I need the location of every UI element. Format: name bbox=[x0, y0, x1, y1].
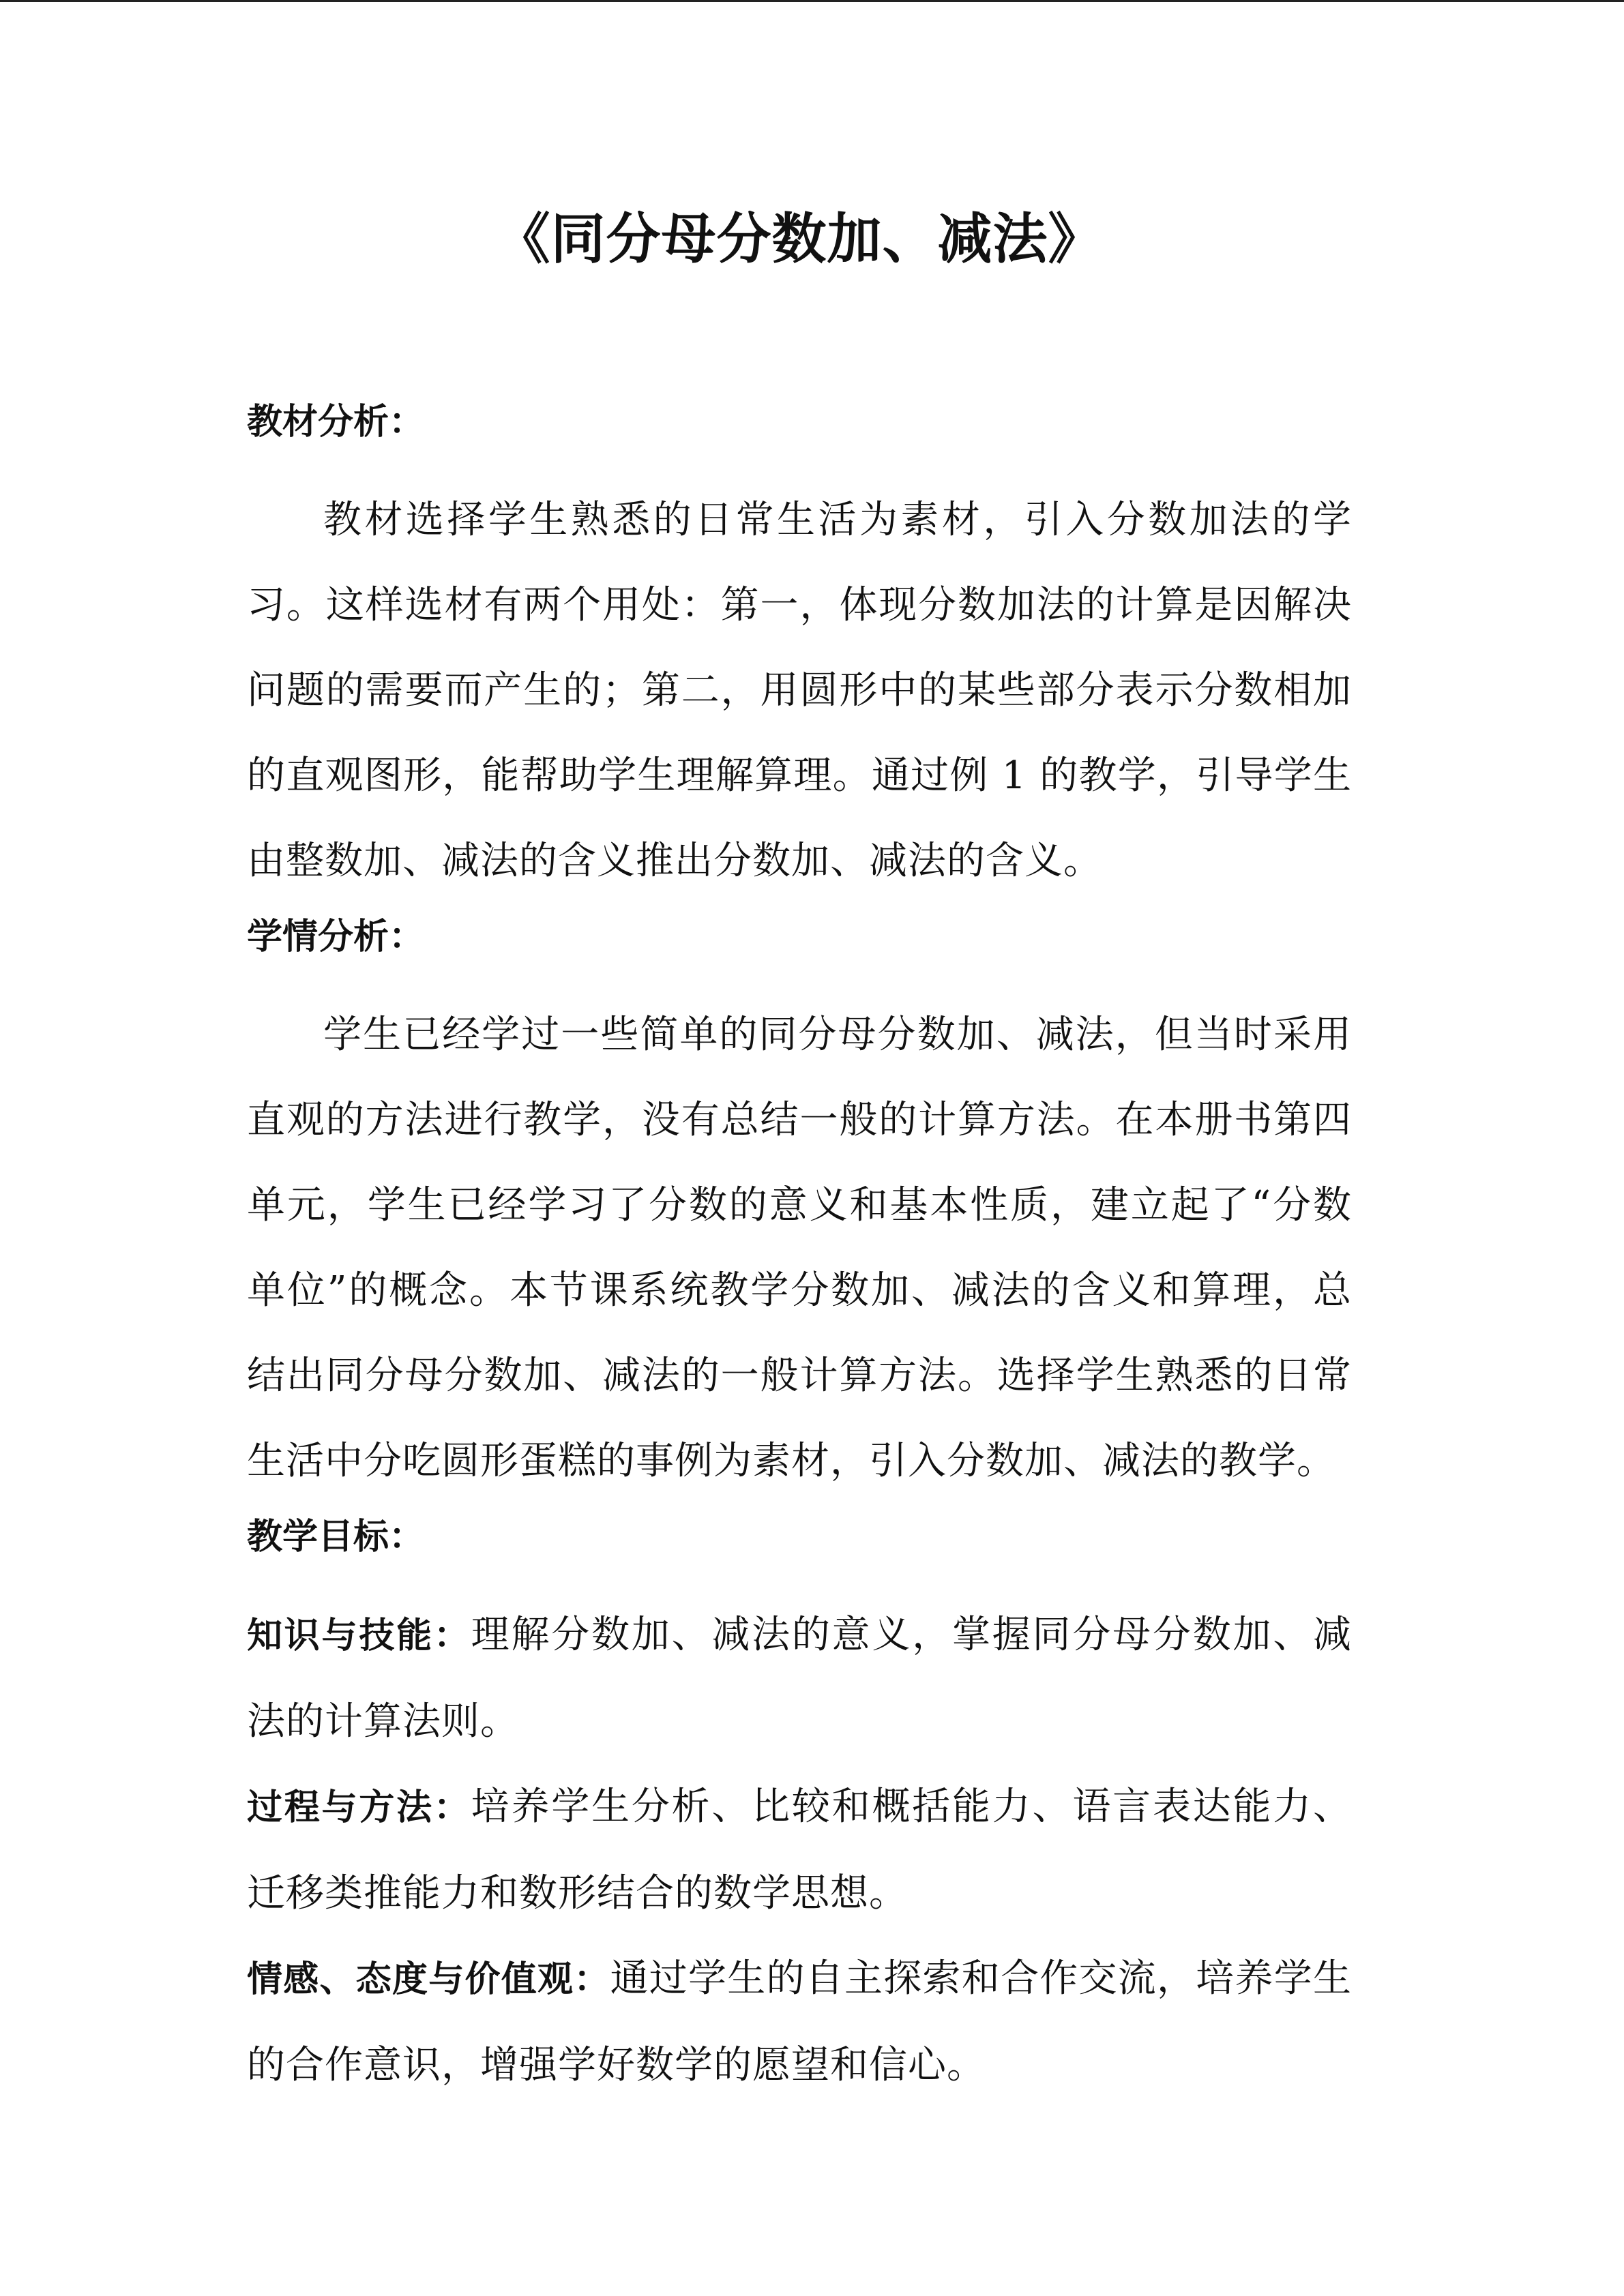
goal-text: 理解分数加、减法的意义，掌握同分母分数加、减法的计算法则。 bbox=[247, 1613, 1352, 1744]
goal-text: 培养学生分析、比较和概括能力、语言表达能力、迁移类推能力和数形结合的数学思想。 bbox=[247, 1785, 1352, 1915]
section-heading-material-analysis: 教材分析： bbox=[247, 402, 425, 443]
document-title: 《同分母分数加、减法》 bbox=[495, 207, 1104, 271]
section-heading-teaching-goals: 教学目标： bbox=[247, 1517, 425, 1557]
goal-process-method bbox=[247, 1764, 1352, 1936]
goal-label: 知识与技能： bbox=[247, 1615, 471, 1656]
section-heading-student-analysis: 学情分析： bbox=[247, 916, 425, 957]
material-analysis-paragraph: 教材选择学生熟悉的日常生活为素材，引入分数加法的学习。这样选材有两个用处：第一，体现分数加法的计算是因解决问题的需要而产生的；第二，用圆形中的某些部分表示分数相加的直观图形，能帮助学生理解算理。通过例 1 的教学，引导学生由整数加、减法的含义推出分数加、减法的含义。 bbox=[247, 498, 1352, 883]
goal-knowledge-skills bbox=[247, 1592, 1352, 1764]
top-border bbox=[0, 0, 1624, 2]
document-page bbox=[247, 198, 1352, 2108]
goal-label: 情感、态度与价值观： bbox=[247, 1959, 610, 2000]
goal-label: 过程与方法： bbox=[247, 1787, 471, 1828]
goal-emotion-attitude-values bbox=[247, 1936, 1352, 2108]
goal-text: 通过学生的自主探索和合作交流，培养学生的合作意识，增强学好数学的愿望和信心。 bbox=[247, 1956, 1352, 2087]
student-analysis-paragraph: 学生已经学过一些简单的同分母分数加、减法，但当时采用直观的方法进行教学，没有总结一般的计算方法。在本册书第四单元，学生已经学习了分数的意义和基本性质，建立起了“分数单位”的概念。本节课系统教学分数加、减法的含义和算理，总结出同分母分数加、减法的一般计算方法。选择学生熟悉的日常生活中分吃圆形蛋糕的事例为素材，引入分数加、减法的教学。 bbox=[247, 1013, 1352, 1483]
